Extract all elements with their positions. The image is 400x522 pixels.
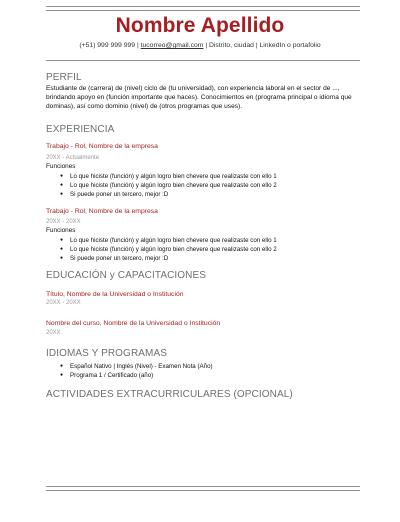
separator: | <box>136 42 139 49</box>
bottom-rule-2 <box>46 490 360 491</box>
job-title: Trabajo - Rol, Nombre de la empresa <box>46 208 158 215</box>
course-title: Nombre del curso, Nombre de la Universidad o Institución <box>46 320 221 327</box>
job-date: 20XX - Actualmente <box>46 155 100 161</box>
list-item: ● Español Nativo | Inglés (Nivel) - Examen Nota (Año) <box>60 362 213 371</box>
list-item: ● Si puede poner un tercero, mejor :D <box>60 254 277 263</box>
phone: (+51) 999 999 999 <box>79 42 136 49</box>
education-heading: EDUCACIÓN y CAPACITACIONES <box>46 270 207 281</box>
bottom-rule-1 <box>46 486 360 487</box>
top-rule-1 <box>46 6 360 7</box>
header-divider <box>46 60 360 61</box>
separator: | <box>255 42 258 49</box>
profile-text: Estudiante de (carrera) de (nivel) ciclo de (tu universidad), con experiencia laboral en el sector de ..., brindando apoyo en (función importante que haces). Conocimientos en (programa principal o idioma que dominas), así como dominio (nivel) de (otros programas que uses). <box>46 85 352 110</box>
list-item: ● Programa 1 / Certificado (año) <box>60 371 213 380</box>
education-title: Título, Nombre de la Universidad o Institución <box>46 291 184 298</box>
job-bullets <box>60 236 277 263</box>
activities-heading: ACTIVIDADES EXTRACURRICULARES (OPCIONAL) <box>46 389 293 400</box>
list-item: ● Lo que hiciste (función) y algún logro bien chevere que realizaste con ello 1 <box>60 236 277 245</box>
functions-label: Funciones <box>46 227 76 234</box>
course-date: 20XX <box>46 330 61 336</box>
experience-heading: EXPERIENCIA <box>46 124 115 135</box>
separator: | <box>205 42 208 49</box>
job-bullets <box>60 172 277 199</box>
email-link[interactable]: tucorreo@gmail.com <box>140 42 204 49</box>
education-date: 20XX - 20XX <box>46 300 81 306</box>
list-item: ● Lo que hiciste (función) y algún logro bien chevere que realizaste con ello 2 <box>60 181 277 190</box>
job-title: Trabajo - Rol, Nombre de la empresa <box>46 143 158 150</box>
languages-heading: IDIOMAS Y PROGRAMAS <box>46 348 168 359</box>
list-item: ● Lo que hiciste (función) y algún logro bien chevere que realizaste con ello 1 <box>60 172 277 181</box>
list-item: ● Lo que hiciste (función) y algún logro bien chevere que realizaste con ello 2 <box>60 245 277 254</box>
contact-line <box>0 42 400 49</box>
linkedin-link[interactable]: LinkedIn o portafolio <box>259 42 321 49</box>
languages-bullets <box>60 362 213 380</box>
top-rule-2 <box>46 10 360 11</box>
list-item: ● Si puede poner un tercero, mejor :D <box>60 190 277 199</box>
functions-label: Funciones <box>46 163 76 170</box>
job-date: 20XX - 20XX <box>46 219 81 225</box>
profile-heading: PERFIL <box>46 72 82 83</box>
location: Distrito, ciudad <box>208 42 254 49</box>
full-name: Nombre Apellido <box>115 14 285 37</box>
